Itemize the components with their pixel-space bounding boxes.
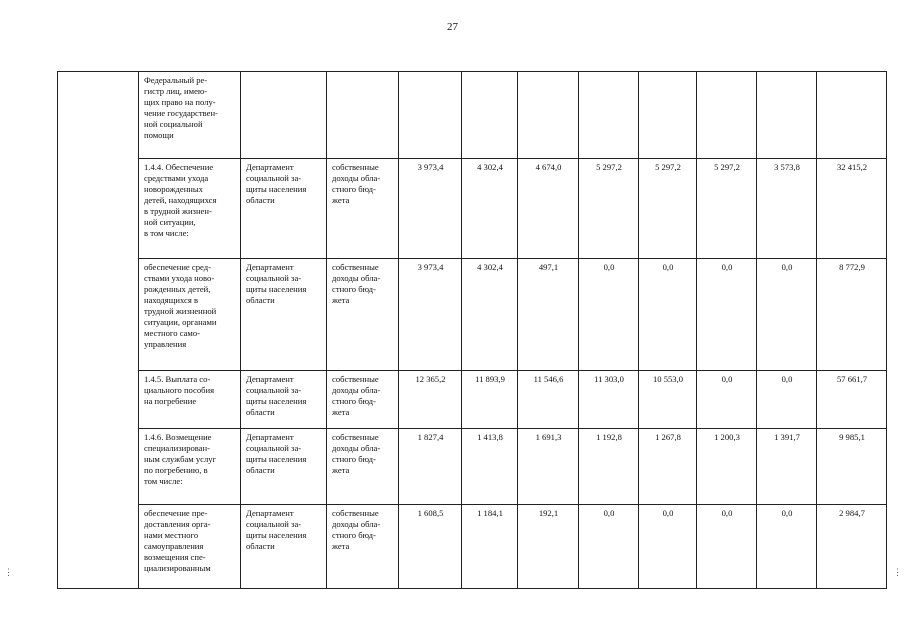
funding-source-cell: собственные доходы обла- стного бюд- жета [327, 505, 399, 589]
funding-source-cell: собственные доходы обла- стного бюд- жета [327, 429, 399, 505]
table-row [58, 72, 887, 159]
total-value-cell: 32 415,2 [817, 159, 887, 259]
year-value-cell: 3 573,8 [757, 159, 817, 259]
total-value-cell: 8 772,9 [817, 259, 887, 371]
total-value-cell [817, 72, 887, 159]
funding-source-cell: собственные доходы обла- стного бюд- жета [327, 371, 399, 429]
year-value-cell: 4 674,0 [518, 159, 579, 259]
measure-name-cell: обеспечение сред- ствами ухода ново- рожденных детей, находящихся в трудной жизненной ситуации, органами местного само- управления [139, 259, 241, 371]
year-value-cell [579, 72, 639, 159]
year-value-cell: 1 200,3 [697, 429, 757, 505]
year-value-cell: 0,0 [639, 259, 697, 371]
year-value-cell: 1 827,4 [399, 429, 462, 505]
year-value-cell [757, 72, 817, 159]
measure-name-cell: Федеральный ре- гистр лиц, имею- щих право на полу- чение государствен- ной социальной помощи [139, 72, 241, 159]
year-value-cell: 3 973,4 [399, 159, 462, 259]
year-value-cell: 0,0 [757, 505, 817, 589]
year-value-cell [399, 72, 462, 159]
year-value-cell: 1 184,1 [462, 505, 518, 589]
year-value-cell: 0,0 [757, 371, 817, 429]
year-value-cell: 4 302,4 [462, 159, 518, 259]
measure-name-cell: обеспечение пре- доставления орга- нами местного самоуправления возмещения спе- циализированным [139, 505, 241, 589]
table-row [58, 159, 887, 259]
executor-cell: Департамент социальной за- щиты населения области [241, 371, 327, 429]
year-value-cell: 1 608,5 [399, 505, 462, 589]
year-value-cell: 1 413,8 [462, 429, 518, 505]
year-value-cell: 4 302,4 [462, 259, 518, 371]
year-value-cell: 0,0 [579, 259, 639, 371]
total-value-cell: 57 661,7 [817, 371, 887, 429]
year-value-cell: 12 365,2 [399, 371, 462, 429]
budget-table [57, 71, 887, 589]
year-value-cell: 11 893,9 [462, 371, 518, 429]
year-value-cell: 1 267,8 [639, 429, 697, 505]
blank-cell [58, 72, 139, 589]
measure-name-cell: 1.4.6. Возмещение специализирован- ным службам услуг по погребению, в том числе: [139, 429, 241, 505]
year-value-cell: 0,0 [757, 259, 817, 371]
executor-cell: Департамент социальной за- щиты населения области [241, 259, 327, 371]
year-value-cell: 5 297,2 [639, 159, 697, 259]
year-value-cell [518, 72, 579, 159]
year-value-cell [697, 72, 757, 159]
funding-source-cell [327, 72, 399, 159]
year-value-cell: 497,1 [518, 259, 579, 371]
year-value-cell: 5 297,2 [579, 159, 639, 259]
year-value-cell: 11 546,6 [518, 371, 579, 429]
margin-mark-right: ⋮ [893, 567, 902, 577]
year-value-cell: 1 192,8 [579, 429, 639, 505]
page-number: 27 [447, 21, 458, 33]
funding-source-cell: собственные доходы обла- стного бюд- жета [327, 259, 399, 371]
year-value-cell [462, 72, 518, 159]
measure-name-cell: 1.4.5. Выплата со- циального пособия на погребение [139, 371, 241, 429]
year-value-cell: 0,0 [579, 505, 639, 589]
funding-source-cell: собственные доходы обла- стного бюд- жета [327, 159, 399, 259]
year-value-cell: 1 391,7 [757, 429, 817, 505]
total-value-cell: 2 984,7 [817, 505, 887, 589]
year-value-cell: 0,0 [639, 505, 697, 589]
executor-cell: Департамент социальной за- щиты населения области [241, 505, 327, 589]
measure-name-cell: 1.4.4. Обеспечение средствами ухода новорожденных детей, находящихся в трудной жизнен- ной ситуации, в том числе: [139, 159, 241, 259]
table-row [58, 371, 887, 429]
year-value-cell [639, 72, 697, 159]
executor-cell [241, 72, 327, 159]
year-value-cell: 0,0 [697, 259, 757, 371]
total-value-cell: 9 985,1 [817, 429, 887, 505]
year-value-cell: 11 303,0 [579, 371, 639, 429]
year-value-cell: 0,0 [697, 505, 757, 589]
year-value-cell: 10 553,0 [639, 371, 697, 429]
year-value-cell: 0,0 [697, 371, 757, 429]
margin-mark-left: ⋮ [4, 567, 13, 577]
year-value-cell: 1 691,3 [518, 429, 579, 505]
year-value-cell: 192,1 [518, 505, 579, 589]
table-row [58, 505, 887, 589]
year-value-cell: 5 297,2 [697, 159, 757, 259]
year-value-cell: 3 973,4 [399, 259, 462, 371]
executor-cell: Департамент социальной за- щиты населения области [241, 159, 327, 259]
table-row [58, 259, 887, 371]
table-row [58, 429, 887, 505]
executor-cell: Департамент социальной за- щиты населения области [241, 429, 327, 505]
